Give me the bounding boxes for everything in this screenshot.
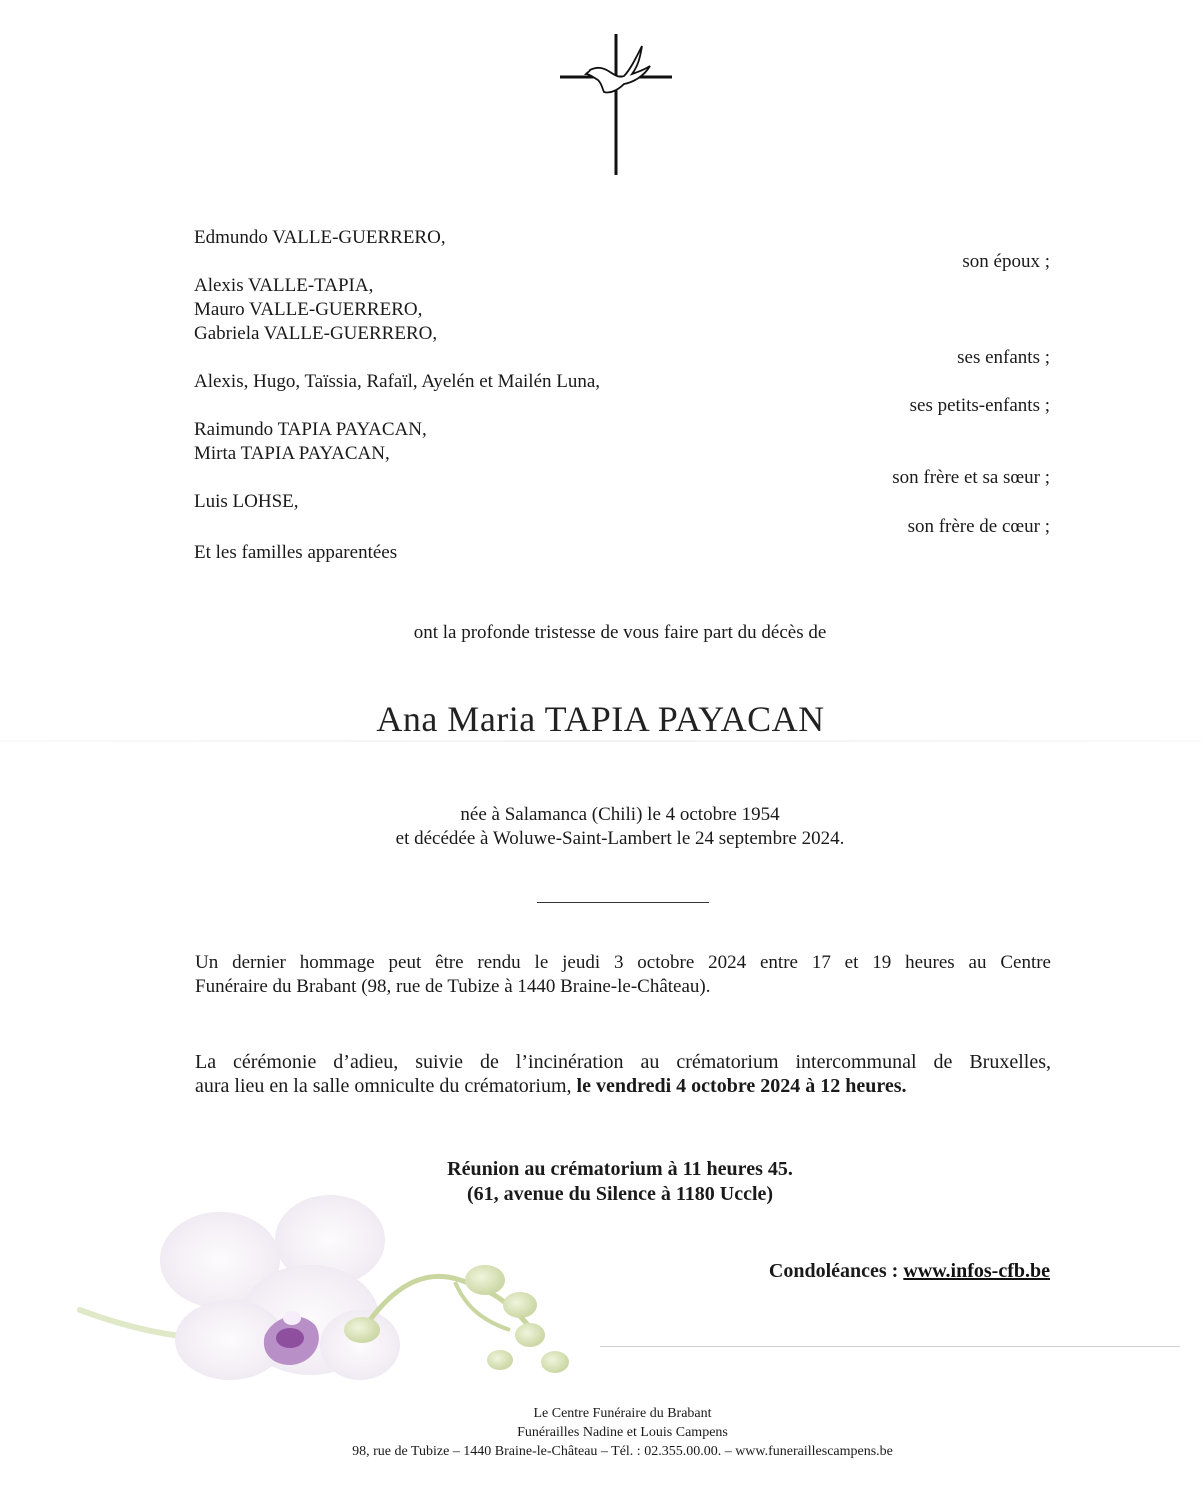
spouse-role: son époux ; [962, 251, 1050, 272]
ceremony-location: aura lieu en la salle omniculte du crématorium, [195, 1075, 577, 1097]
meeting-address: (61, avenue du Silence à 1180 Uccle) [466, 1183, 774, 1205]
footer-divider [600, 1346, 1180, 1347]
sibling-name-2: Mirta TAPIA PAYACAN, [194, 443, 390, 464]
announcement-text: ont la profonde tristesse de vous faire part du décès de [413, 622, 827, 643]
death-info: et décédée à Woluwe-Saint-Lambert le 24 septembre 2024. [395, 828, 845, 849]
sibling-name-1: Raimundo TAPIA PAYACAN, [194, 419, 427, 440]
condolences [769, 1260, 1050, 1283]
ceremony-line-1: La cérémonie d’adieu, suivie de l’incinération au crématorium intercommunal de Bruxelles, [195, 1051, 1051, 1073]
orchid-illustration [60, 1190, 620, 1410]
condolences-label: Condoléances : [768, 1260, 904, 1282]
deceased-name: Ana Maria TAPIA PAYACAN [376, 699, 825, 739]
friend-name: Luis LOHSE, [194, 491, 299, 512]
child-name-1: Alexis VALLE-TAPIA, [194, 275, 374, 296]
ceremony-paragraph [195, 1050, 1051, 1098]
paper-fold-line [0, 740, 1201, 742]
separator-line [537, 902, 709, 903]
friend-role: son frère de cœur ; [907, 516, 1050, 537]
grandchildren-role: ses petits-enfants ; [909, 395, 1050, 416]
meeting-time: Réunion au crématorium à 11 heures 45. [447, 1158, 793, 1180]
footer-address: 98, rue de Tubize – 1440 Braine-le-Château – Tél. : 02.355.00.00. – www.funeraillescampens.be [352, 1444, 893, 1459]
footer-company: Le Centre Funéraire du Brabant [533, 1406, 712, 1421]
grandchildren-names: Alexis, Hugo, Taïssia, Rafaïl, Ayelén et Mailén Luna, [194, 371, 601, 392]
ceremony-datetime: le vendredi 4 octobre 2024 à 12 heures. [576, 1075, 907, 1097]
birth-info: née à Salamanca (Chili) le 4 octobre 1954 [460, 804, 780, 825]
tribute-line-1: Un dernier hommage peut être rendu le jeudi 3 octobre 2024 entre 17 et 19 heures au Centre [195, 952, 1051, 973]
tribute-line-2: Funéraire du Brabant (98, rue de Tubize à 1440 Braine-le-Château). [195, 976, 711, 997]
siblings-role: son frère et sa sœur ; [892, 467, 1050, 488]
ceremony-line-2 [195, 1074, 1051, 1098]
spouse-name: Edmundo VALLE-GUERRERO, [194, 227, 446, 248]
child-name-2: Mauro VALLE-GUERRERO, [194, 299, 423, 320]
tribute-paragraph [195, 951, 1051, 999]
child-name-3: Gabriela VALLE-GUERRERO, [194, 323, 438, 344]
children-role: ses enfants ; [957, 347, 1050, 368]
cross-dove-icon [558, 32, 674, 177]
related-families: Et les familles apparentées [194, 542, 398, 563]
condolences-link[interactable]: www.infos-cfb.be [903, 1260, 1050, 1282]
footer-subtitle: Funérailles Nadine et Louis Campens [517, 1425, 728, 1440]
